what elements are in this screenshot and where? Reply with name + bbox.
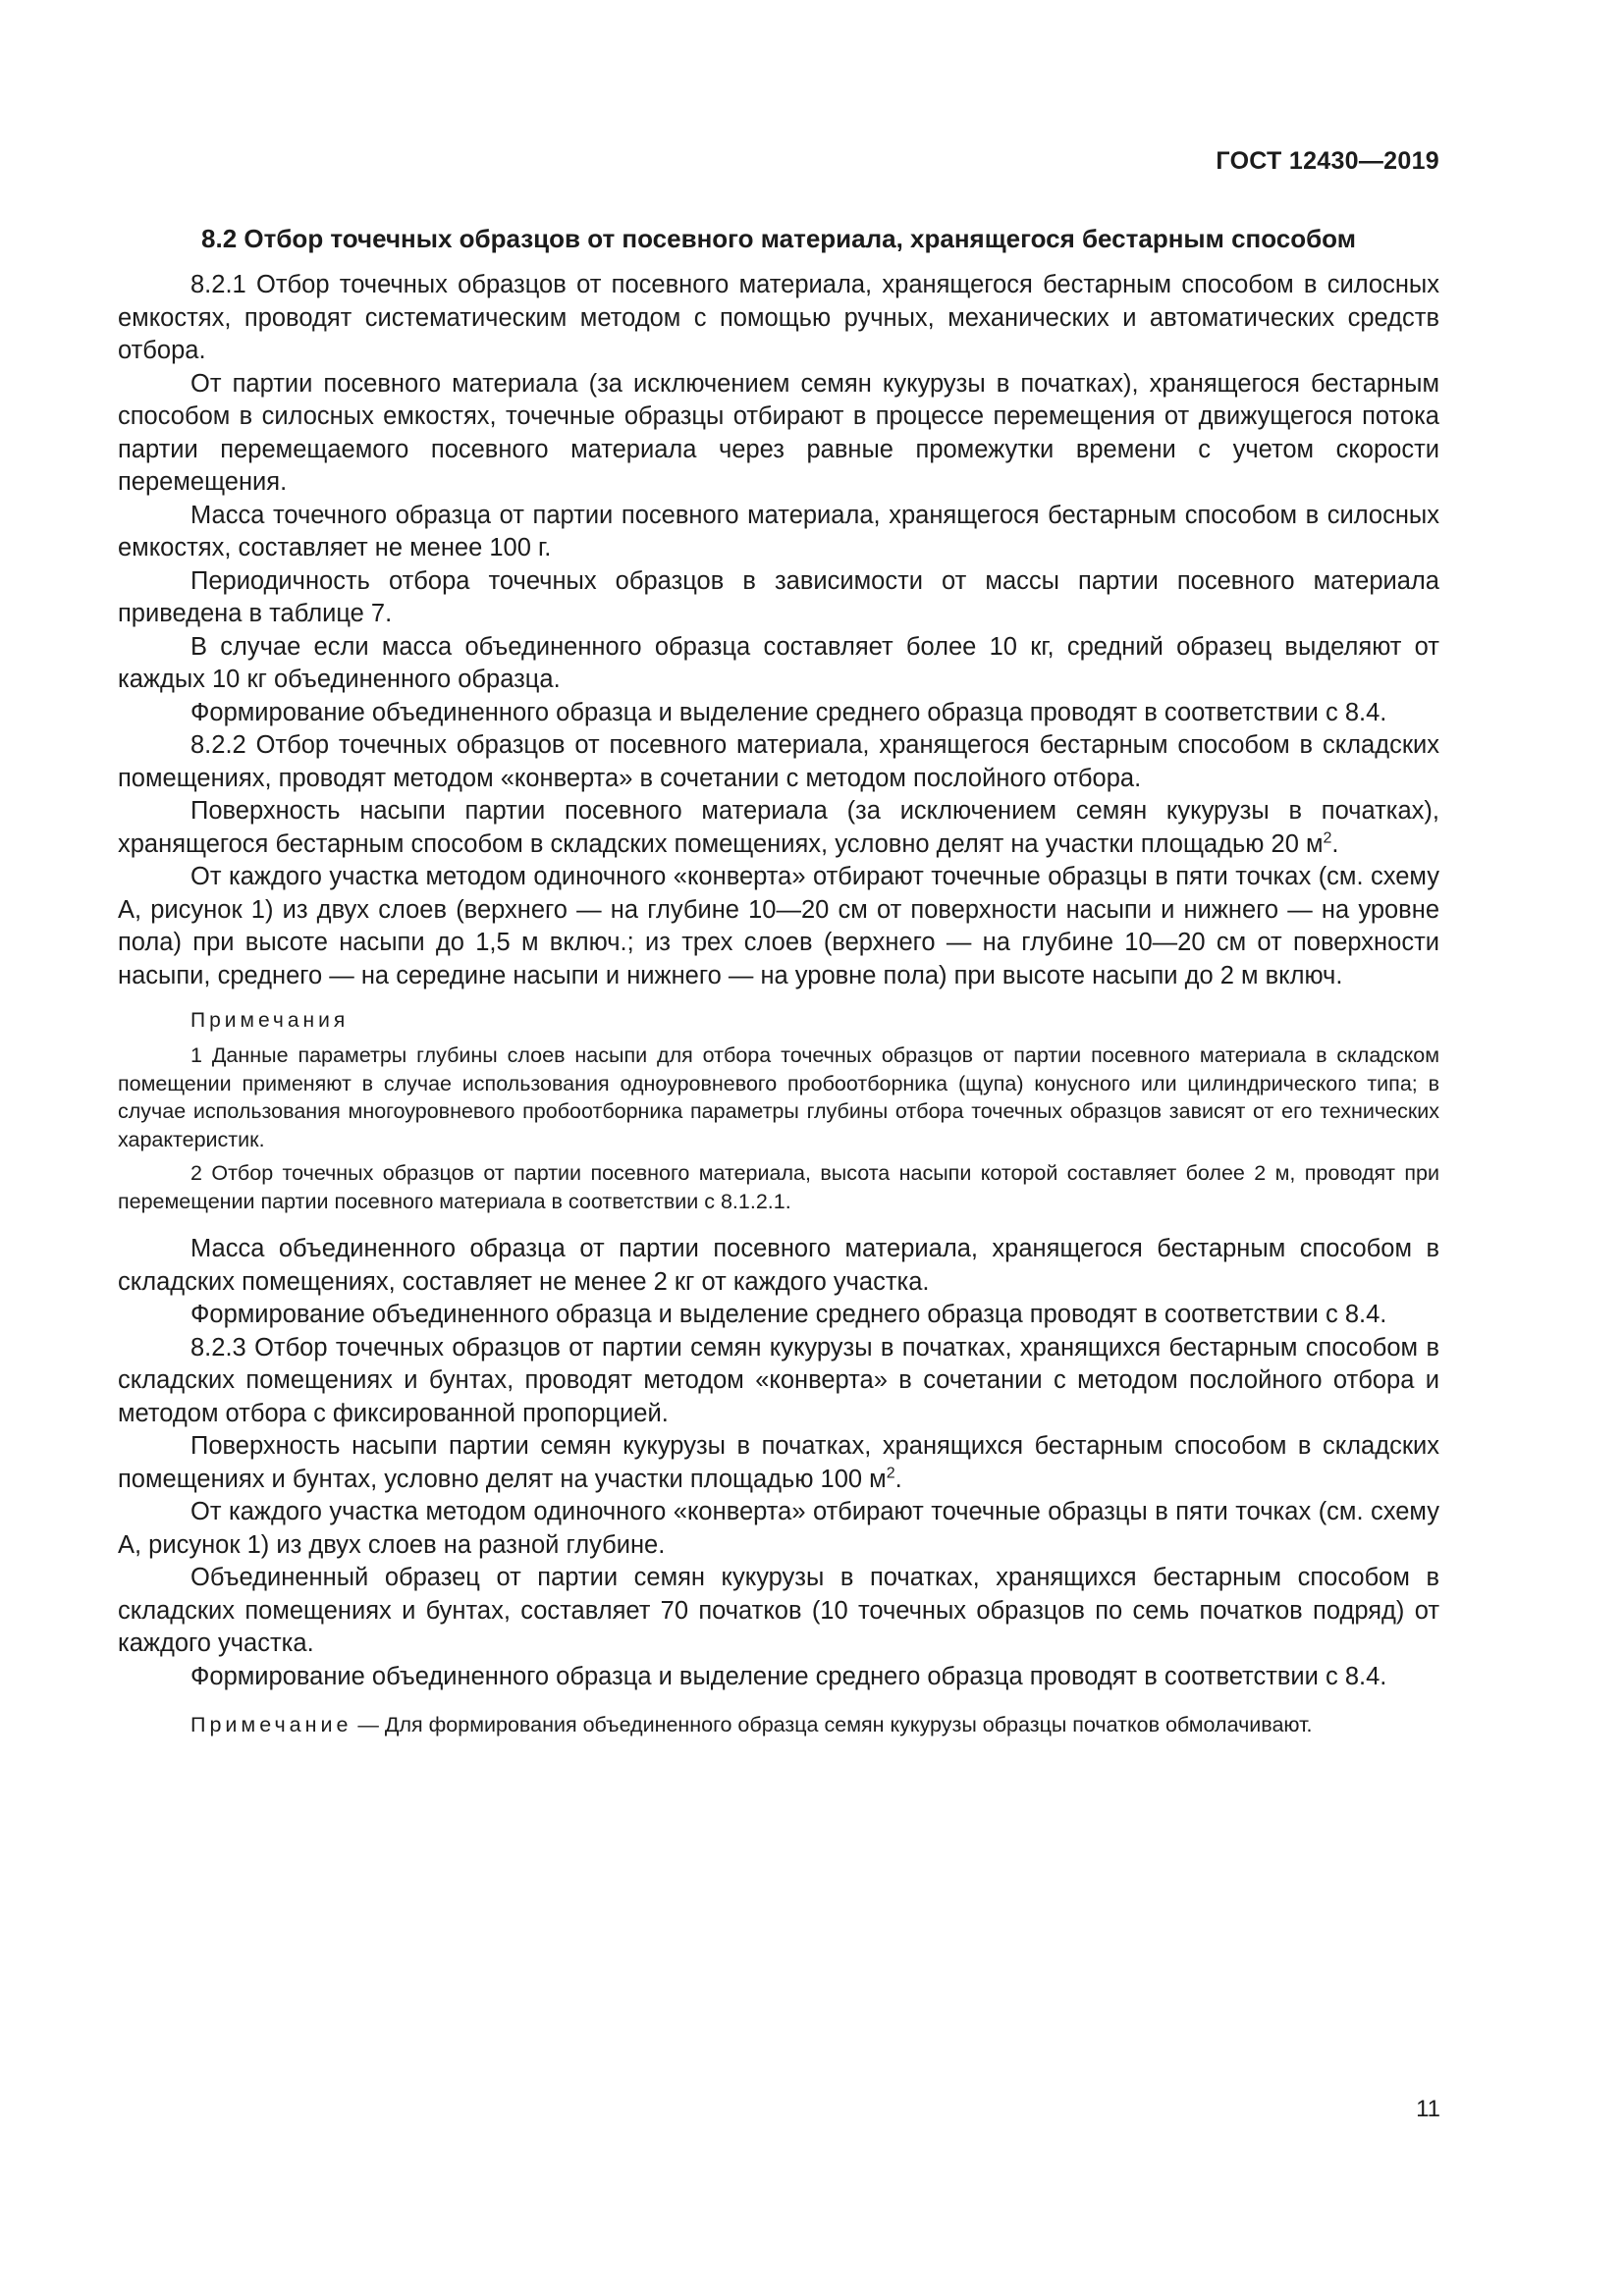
paragraph: В случае если масса объединенного образца составляет более 10 кг, средний образец выделяют от каждых 10 кг объединенного образца. xyxy=(118,632,1439,693)
paragraph xyxy=(118,1430,1439,1496)
note-item: 2 Отбор точечных образцов от партии посевного материала, высота насыпи которой составляет более 2 м, проводят при перемещении партии посевного материала в соответствии с 8.1.2.1. xyxy=(118,1161,1439,1213)
paragraph: Формирование объединенного образца и выделение среднего образца проводят в соответствии с 8.4. xyxy=(190,698,1387,726)
paragraph: От каждого участка методом одиночного «конверта» отбирают точечные образцы в пяти точках (см. схему А, рисунок 1) из двух слоев на разной глубине. xyxy=(118,1498,1439,1559)
notes-block xyxy=(118,1006,1439,1215)
final-note-text: — Для формирования объединенного образца семян кукурузы образцы початков обмолачивают. xyxy=(352,1713,1313,1736)
paragraph: От каждого участка методом одиночного «конверта» отбирают точечные образцы в пяти точках (см. схему А, рисунок 1) из двух слоев (верхнего — на глубине 10—20 см от поверхности насыпи и нижнего — на уровне пола) при высоте насыпи до 1,5 м включ.; из трех слоев (верхнего — на глубине 10—20 см от поверхности насыпи, среднего — на середине насыпи и нижнего — на уровне пола) при высоте насыпи до 2 м включ. xyxy=(118,863,1439,989)
paragraph-end: . xyxy=(894,1465,902,1493)
note-item: 1 Данные параметры глубины слоев насыпи для отбора точечных образцов от партии посевного материала в складском помещении применяют в случае использования одноуровневого пробоотборника (щупа) конусного или цилиндрического типа; в случае использования многоуровневого пробоотборника параметры глубины отбора точечных образцов зависят от его технических характеристик. xyxy=(118,1043,1439,1151)
paragraph-8-2-2: 8.2.2 Отбор точечных образцов от посевного материала, хранящегося бестарным способом в складских помещениях, проводят методом «конверта» в сочетании с методом послойного отбора. xyxy=(118,731,1439,792)
final-note-label: Примечание xyxy=(190,1713,352,1736)
paragraph-8-2-1: 8.2.1 Отбор точечных образцов от посевного материала, хранящегося бестарным способом в силосных емкостях, проводят систематическим методом с помощью ручных, механических и автоматических средств отбора. xyxy=(118,271,1439,364)
paragraph-text: Поверхность насыпи партии семян кукурузы в початках, хранящихся бестарным способом в складских помещениях и бунтах, условно делят на участки площадью 100 м xyxy=(118,1432,1439,1493)
paragraph: Формирование объединенного образца и выделение среднего образца проводят в соответствии с 8.4. xyxy=(190,1301,1387,1328)
paragraph: Объединенный образец от партии семян кукурузы в початках, хранящихся бестарным способом в складских помещениях и бунтах, составляет 70 початков (10 точечных образцов по семь початков подряд) от каждого участка. xyxy=(118,1564,1439,1657)
paragraph xyxy=(118,795,1439,861)
section-title: 8.2 Отбор точечных образцов от посевного материала, хранящегося бестарным способом xyxy=(201,224,1356,253)
document-header-id: ГОСТ 12430—2019 xyxy=(1216,147,1439,175)
notes-heading: Примечания xyxy=(190,1009,350,1032)
paragraph: Периодичность отбора точечных образцов в зависимости от массы партии посевного материала приведена в таблице 7. xyxy=(118,566,1439,627)
paragraph: Масса объединенного образца от партии посевного материала, хранящегося бестарным способом в складских помещениях, составляет не менее 2 кг от каждого участка. xyxy=(118,1235,1439,1296)
page-number: 11 xyxy=(1416,2096,1440,2122)
paragraph-end: . xyxy=(1331,829,1339,858)
paragraph-text: Поверхность насыпи партии посевного материала (за исключением семян кукурузы в початках), хранящегося бестарным способом в складских помещениях, условно делят на участки площадью 20 м xyxy=(118,797,1439,858)
superscript: 2 xyxy=(886,1465,895,1481)
paragraph: Масса точечного образца от партии посевного материала, хранящегося бестарным способом в силосных емкостях, составляет не менее 100 г. xyxy=(118,501,1439,561)
paragraph-8-2-3: 8.2.3 Отбор точечных образцов от партии семян кукурузы в початках, хранящихся бестарным способом в складских помещениях и бунтах, проводят методом «конверта» в сочетании с методом послойного отбора и методом отбора с фиксированной пропорцией. xyxy=(118,1333,1439,1427)
document-body xyxy=(118,222,1439,1739)
final-note xyxy=(118,1711,1439,1739)
paragraph: Формирование объединенного образца и выделение среднего образца проводят в соответствии с 8.4. xyxy=(190,1662,1387,1690)
superscript: 2 xyxy=(1323,829,1332,846)
paragraph: От партии посевного материала (за исключением семян кукурузы в початках), хранящегося бестарным способом в силосных емкостях, точечные образцы отбирают в процессе перемещения от движущегося потока партии перемещаемого посевного материала через равные промежутки времени с учетом скорости перемещения. xyxy=(118,369,1439,496)
